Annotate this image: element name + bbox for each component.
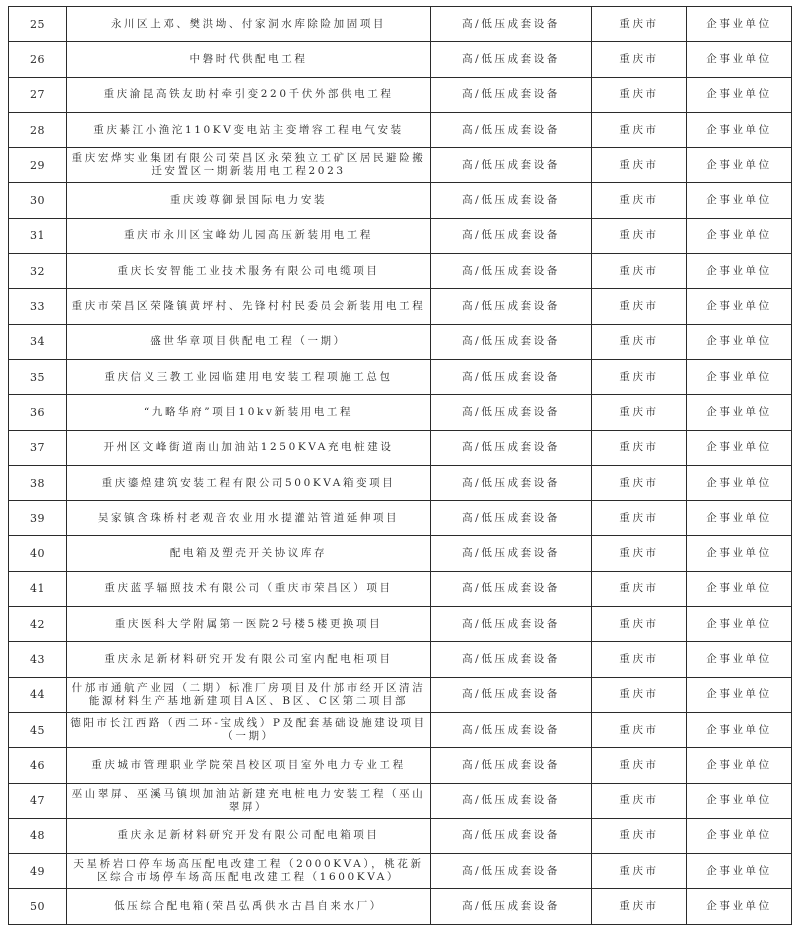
equipment-category: 高/低压成套设备 (431, 183, 592, 218)
equipment-category: 高/低压成套设备 (431, 642, 592, 677)
row-number: 32 (9, 254, 67, 289)
client-type: 企事业单位 (687, 324, 792, 359)
table-row (9, 783, 792, 818)
table-row (9, 712, 792, 747)
region: 重庆市 (592, 430, 687, 465)
project-name: 重庆竣尊御景国际电力安装 (67, 183, 431, 218)
region: 重庆市 (592, 783, 687, 818)
region: 重庆市 (592, 148, 687, 183)
project-name: 重庆渝昆高铁友助村牵引变220千伏外部供电工程 (67, 77, 431, 112)
equipment-category: 高/低压成套设备 (431, 254, 592, 289)
project-name: 盛世华章项目供配电工程（一期） (67, 324, 431, 359)
row-number: 36 (9, 395, 67, 430)
project-name: 重庆长安智能工业技术服务有限公司电缆项目 (67, 254, 431, 289)
project-name: 重庆市荣昌区荣隆镇黄坪村、先锋村村民委员会新装用电工程 (67, 289, 431, 324)
project-name: 重庆医科大学附属第一医院2号楼5楼更换项目 (67, 607, 431, 642)
equipment-category: 高/低压成套设备 (431, 607, 592, 642)
region: 重庆市 (592, 395, 687, 430)
project-name: 重庆鎏煌建筑安装工程有限公司500KVA箱变项目 (67, 465, 431, 500)
project-name: 永川区上邓、樊洪坳、付家洞水库除险加固项目 (67, 7, 431, 42)
table-body (9, 7, 792, 925)
client-type: 企事业单位 (687, 818, 792, 853)
equipment-category: 高/低压成套设备 (431, 536, 592, 571)
client-type: 企事业单位 (687, 218, 792, 253)
client-type: 企事业单位 (687, 501, 792, 536)
table-row (9, 607, 792, 642)
equipment-category: 高/低压成套设备 (431, 148, 592, 183)
table-row (9, 183, 792, 218)
client-type: 企事业单位 (687, 465, 792, 500)
region: 重庆市 (592, 712, 687, 747)
project-name: 重庆宏烨实业集团有限公司荣昌区永荣独立工矿区居民避险搬迁安置区一期新装用电工程2023 (67, 148, 431, 183)
project-name: 重庆永足新材料研究开发有限公司室内配电柜项目 (67, 642, 431, 677)
equipment-category: 高/低压成套设备 (431, 854, 592, 889)
table-row (9, 395, 792, 430)
project-name: 配电箱及塑壳开关协议库存 (67, 536, 431, 571)
table-row (9, 748, 792, 783)
client-type: 企事业单位 (687, 783, 792, 818)
project-name: 重庆綦江小渔沱110KV变电站主变增容工程电气安装 (67, 112, 431, 147)
table-row (9, 677, 792, 712)
region: 重庆市 (592, 359, 687, 394)
project-table (8, 6, 792, 925)
equipment-category: 高/低压成套设备 (431, 395, 592, 430)
equipment-category: 高/低压成套设备 (431, 712, 592, 747)
equipment-category: 高/低压成套设备 (431, 112, 592, 147)
table-row (9, 254, 792, 289)
project-name: 重庆蓝孚辐照技术有限公司（重庆市荣昌区）项目 (67, 571, 431, 606)
region: 重庆市 (592, 607, 687, 642)
table-row (9, 359, 792, 394)
table-row (9, 642, 792, 677)
client-type: 企事业单位 (687, 854, 792, 889)
equipment-category: 高/低压成套设备 (431, 430, 592, 465)
client-type: 企事业单位 (687, 748, 792, 783)
table-row (9, 818, 792, 853)
region: 重庆市 (592, 642, 687, 677)
client-type: 企事业单位 (687, 677, 792, 712)
project-name: 重庆城市管理职业学院荣昌校区项目室外电力专业工程 (67, 748, 431, 783)
client-type: 企事业单位 (687, 642, 792, 677)
equipment-category: 高/低压成套设备 (431, 783, 592, 818)
equipment-category: 高/低压成套设备 (431, 7, 592, 42)
row-number: 30 (9, 183, 67, 218)
client-type: 企事业单位 (687, 571, 792, 606)
row-number: 37 (9, 430, 67, 465)
project-name: 开州区文峰街道南山加油站1250KVA充电桩建设 (67, 430, 431, 465)
row-number: 34 (9, 324, 67, 359)
project-name: “九略华府”项目10kv新装用电工程 (67, 395, 431, 430)
client-type: 企事业单位 (687, 112, 792, 147)
client-type: 企事业单位 (687, 395, 792, 430)
region: 重庆市 (592, 854, 687, 889)
equipment-category: 高/低压成套设备 (431, 889, 592, 924)
equipment-category: 高/低压成套设备 (431, 77, 592, 112)
region: 重庆市 (592, 324, 687, 359)
row-number: 39 (9, 501, 67, 536)
project-name: 什邡市通航产业园（二期）标准厂房项目及什邡市经开区清洁能源材料生产基地新建项目A区、B区、C区第二项目部 (67, 677, 431, 712)
region: 重庆市 (592, 748, 687, 783)
table-row (9, 77, 792, 112)
client-type: 企事业单位 (687, 42, 792, 77)
region: 重庆市 (592, 7, 687, 42)
row-number: 44 (9, 677, 67, 712)
row-number: 26 (9, 42, 67, 77)
region: 重庆市 (592, 254, 687, 289)
equipment-category: 高/低压成套设备 (431, 748, 592, 783)
equipment-category: 高/低压成套设备 (431, 324, 592, 359)
equipment-category: 高/低压成套设备 (431, 818, 592, 853)
region: 重庆市 (592, 536, 687, 571)
region: 重庆市 (592, 289, 687, 324)
equipment-category: 高/低压成套设备 (431, 571, 592, 606)
table-row (9, 289, 792, 324)
client-type: 企事业单位 (687, 607, 792, 642)
region: 重庆市 (592, 77, 687, 112)
row-number: 43 (9, 642, 67, 677)
region: 重庆市 (592, 465, 687, 500)
table-row (9, 854, 792, 889)
client-type: 企事业单位 (687, 889, 792, 924)
equipment-category: 高/低压成套设备 (431, 42, 592, 77)
table-row (9, 501, 792, 536)
region: 重庆市 (592, 889, 687, 924)
equipment-category: 高/低压成套设备 (431, 465, 592, 500)
project-name: 中磐时代供配电工程 (67, 42, 431, 77)
table-row (9, 148, 792, 183)
region: 重庆市 (592, 818, 687, 853)
row-number: 33 (9, 289, 67, 324)
row-number: 48 (9, 818, 67, 853)
project-name: 巫山翠屏、巫溪马镇坝加油站新建充电桩电力安装工程（巫山翠屏） (67, 783, 431, 818)
table-row (9, 112, 792, 147)
region: 重庆市 (592, 501, 687, 536)
row-number: 46 (9, 748, 67, 783)
row-number: 41 (9, 571, 67, 606)
project-name: 重庆信义三教工业园临建用电安装工程项施工总包 (67, 359, 431, 394)
table-row (9, 218, 792, 253)
table-row (9, 42, 792, 77)
equipment-category: 高/低压成套设备 (431, 289, 592, 324)
row-number: 45 (9, 712, 67, 747)
row-number: 35 (9, 359, 67, 394)
region: 重庆市 (592, 112, 687, 147)
row-number: 47 (9, 783, 67, 818)
row-number: 40 (9, 536, 67, 571)
table-row (9, 571, 792, 606)
table-row (9, 465, 792, 500)
row-number: 49 (9, 854, 67, 889)
row-number: 27 (9, 77, 67, 112)
row-number: 29 (9, 148, 67, 183)
client-type: 企事业单位 (687, 183, 792, 218)
region: 重庆市 (592, 42, 687, 77)
client-type: 企事业单位 (687, 148, 792, 183)
row-number: 42 (9, 607, 67, 642)
region: 重庆市 (592, 677, 687, 712)
region: 重庆市 (592, 218, 687, 253)
project-name: 重庆市永川区宝峰幼儿园高压新装用电工程 (67, 218, 431, 253)
equipment-category: 高/低压成套设备 (431, 677, 592, 712)
equipment-category: 高/低压成套设备 (431, 501, 592, 536)
table-row (9, 430, 792, 465)
client-type: 企事业单位 (687, 254, 792, 289)
project-name: 低压综合配电箱(荣昌弘禹供水古昌自来水厂） (67, 889, 431, 924)
project-name: 吴家镇含珠桥村老观音农业用水提灌站管道延伸项目 (67, 501, 431, 536)
row-number: 38 (9, 465, 67, 500)
table-row (9, 889, 792, 924)
equipment-category: 高/低压成套设备 (431, 359, 592, 394)
row-number: 31 (9, 218, 67, 253)
client-type: 企事业单位 (687, 77, 792, 112)
project-name: 德阳市长江西路（西二环-宝成线）P及配套基础设施建设项目（一期） (67, 712, 431, 747)
region: 重庆市 (592, 183, 687, 218)
table-row (9, 536, 792, 571)
region: 重庆市 (592, 571, 687, 606)
client-type: 企事业单位 (687, 359, 792, 394)
row-number: 28 (9, 112, 67, 147)
client-type: 企事业单位 (687, 430, 792, 465)
client-type: 企事业单位 (687, 289, 792, 324)
table-row (9, 324, 792, 359)
client-type: 企事业单位 (687, 7, 792, 42)
row-number: 25 (9, 7, 67, 42)
client-type: 企事业单位 (687, 712, 792, 747)
client-type: 企事业单位 (687, 536, 792, 571)
equipment-category: 高/低压成套设备 (431, 218, 592, 253)
row-number: 50 (9, 889, 67, 924)
table-row (9, 7, 792, 42)
project-name: 天星桥岩口停车场高压配电改建工程（2000KVA），桃花新区综合市场停车场高压配电改建工程（1600KVA） (67, 854, 431, 889)
project-name: 重庆永足新材料研究开发有限公司配电箱项目 (67, 818, 431, 853)
